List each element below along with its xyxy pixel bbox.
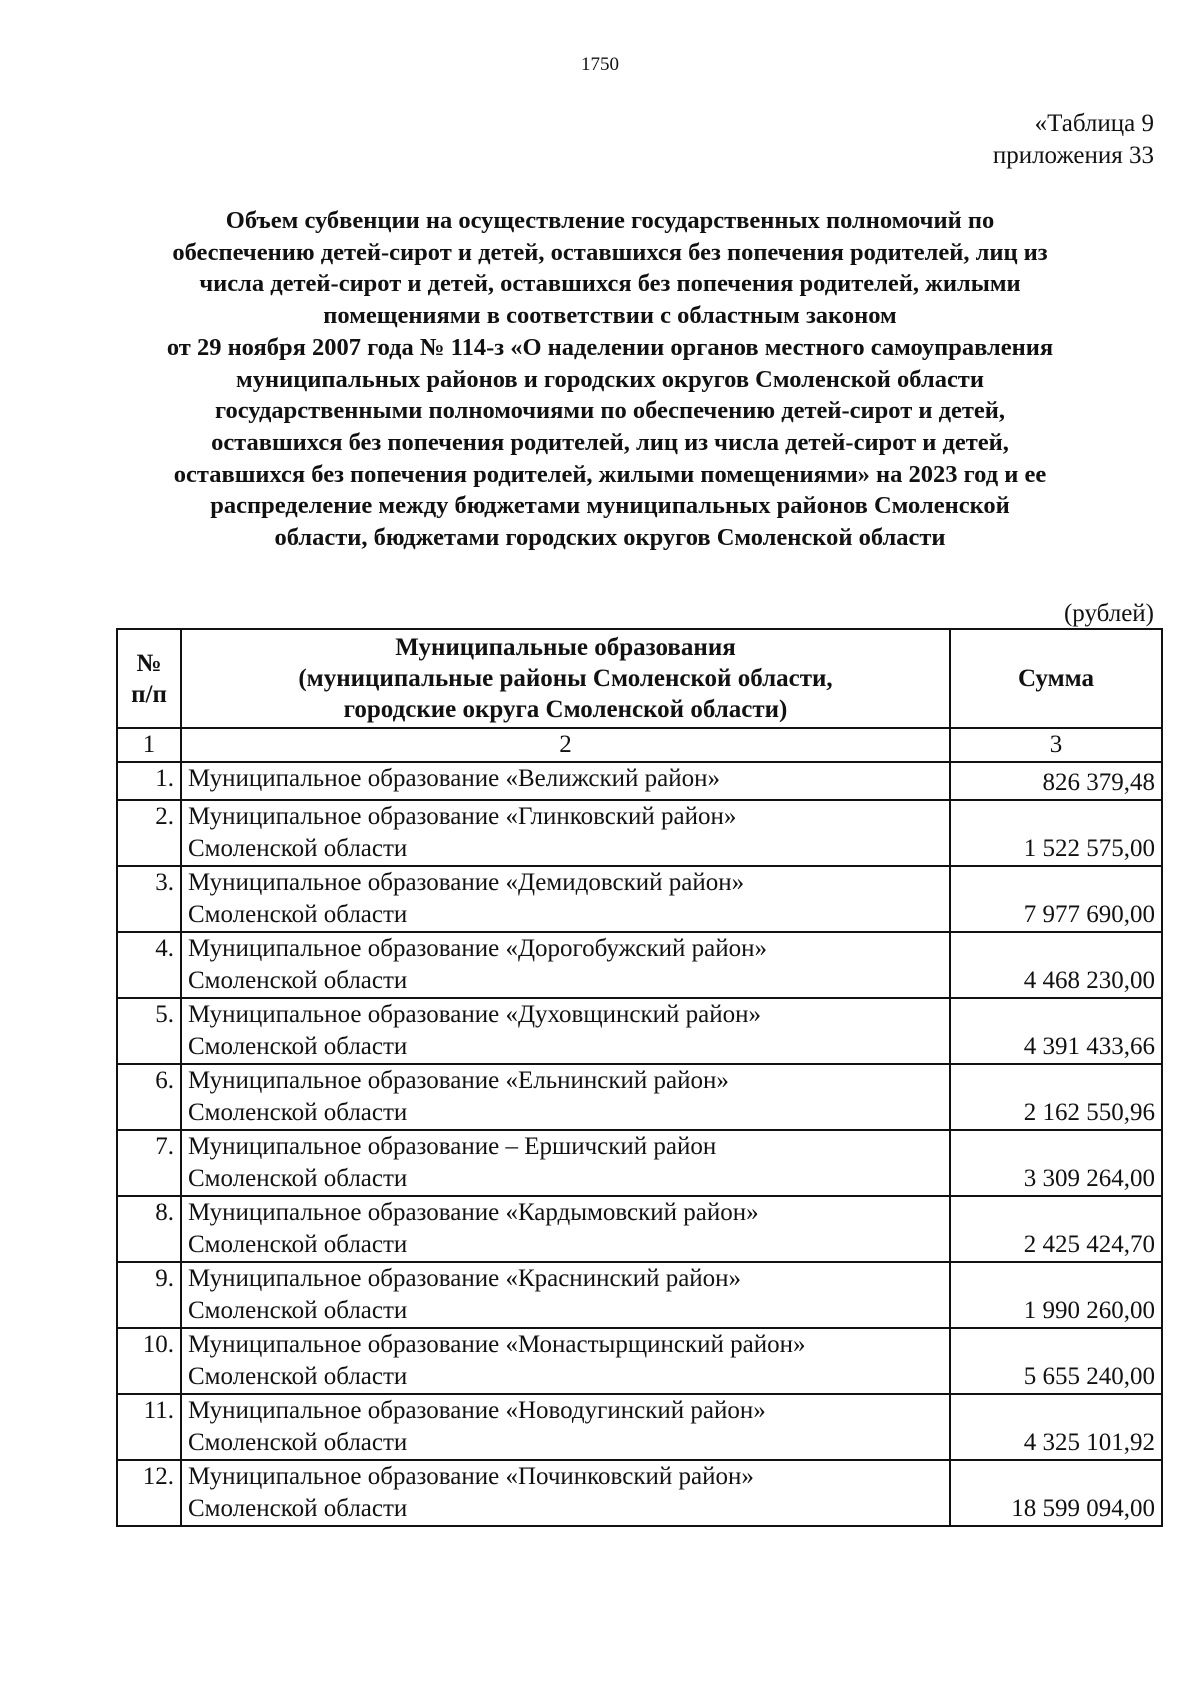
column-index: 3 (950, 728, 1162, 762)
row-sum: 2 162 550,96 (950, 1064, 1162, 1130)
header-number-line-2: п/п (131, 680, 167, 708)
title-line: помещениями в соответствии с областным законом (323, 302, 897, 330)
row-sum: 3 309 264,00 (950, 1130, 1162, 1196)
municipality-name (181, 998, 950, 1064)
table-row (117, 762, 1162, 800)
title-line: обеспечению детей-сирот и детей, оставшихся без попечения родителей, лиц из (172, 238, 1048, 266)
title-line: оставшихся без попечения родителей, жилыми помещениями» на 2023 год и ее (173, 460, 1047, 488)
row-number: 5. (117, 998, 181, 1064)
header-municipality-line-1: Муниципальные образования (395, 634, 736, 661)
municipality-name: Муниципальное образование «Велижский район» (181, 762, 950, 800)
municipality-name-line-2: Смоленской области (188, 1495, 408, 1522)
municipality-name (181, 866, 950, 932)
table-row (117, 932, 1162, 998)
table-ref-line-1: «Таблица 9 (1034, 110, 1154, 137)
page-number: 1750 (581, 54, 619, 75)
header-municipality-line-3: городские округа Смоленской области) (343, 696, 788, 723)
municipality-name-line-1: Муниципальное образование «Глинковский район» (188, 803, 737, 830)
municipality-name-line-1: Муниципальное образование «Духовщинский район» (188, 1001, 761, 1028)
header-sum: Сумма (950, 629, 1162, 728)
table-row (117, 1130, 1162, 1196)
municipality-name-line-1: Муниципальное образование «Демидовский район» (188, 869, 745, 896)
table-reference (993, 108, 1154, 172)
row-sum: 4 468 230,00 (950, 932, 1162, 998)
unit-label: (рублей) (1063, 600, 1154, 627)
row-number: 11. (117, 1394, 181, 1460)
title-line: распределение между бюджетами муниципальных районов Смоленской (210, 492, 1010, 520)
row-number: 4. (117, 932, 181, 998)
municipality-name-line-1: Муниципальное образование «Починковский район» (188, 1463, 754, 1490)
column-index: 2 (181, 728, 950, 762)
municipality-name-line-2: Смоленской области (188, 901, 408, 928)
municipality-name-line-2: Смоленской области (188, 1231, 408, 1258)
header-number-line-1: № (136, 649, 162, 677)
row-sum: 1 990 260,00 (950, 1262, 1162, 1328)
title-line: от 29 ноября 2007 года № 114-з «О наделении органов местного самоуправления (166, 333, 1054, 361)
table-row (117, 1262, 1162, 1328)
row-number: 1. (117, 762, 181, 800)
row-number: 8. (117, 1196, 181, 1262)
column-index-row (117, 728, 1162, 762)
table-row (117, 998, 1162, 1064)
municipality-name-line-2: Смоленской области (188, 1363, 408, 1390)
row-sum: 5 655 240,00 (950, 1328, 1162, 1394)
row-sum: 826 379,48 (950, 762, 1162, 800)
row-number: 9. (117, 1262, 181, 1328)
municipality-name (181, 932, 950, 998)
title-line: области, бюджетами городских округов Смоленской области (274, 524, 946, 552)
municipality-name (181, 1130, 950, 1196)
row-number: 2. (117, 800, 181, 866)
municipality-name (181, 1262, 950, 1328)
row-sum: 4 325 101,92 (950, 1394, 1162, 1460)
table-row (117, 800, 1162, 866)
header-number (117, 629, 181, 728)
table-header-row (117, 629, 1162, 728)
title-line: Объем субвенции на осуществление государственных полномочий по (225, 207, 995, 234)
municipality-name-line-1: Муниципальное образование «Кардымовский район» (188, 1199, 759, 1226)
municipality-name-line-2: Смоленской области (188, 1033, 408, 1060)
municipality-name-line-2: Смоленской области (188, 1297, 408, 1324)
table-row (117, 866, 1162, 932)
table-row (117, 1064, 1162, 1130)
table-row (117, 1328, 1162, 1394)
municipality-name (181, 1328, 950, 1394)
row-sum: 2 425 424,70 (950, 1196, 1162, 1262)
table-ref-line-2: приложения 33 (992, 142, 1154, 169)
document-title (110, 205, 1110, 554)
column-index: 1 (117, 728, 181, 762)
header-municipality-line-2: (муниципальные районы Смоленской области, (298, 665, 833, 692)
row-number: 3. (117, 866, 181, 932)
municipality-name-line-1: Муниципальное образование «Ельнинский район» (188, 1067, 729, 1094)
row-sum: 7 977 690,00 (950, 866, 1162, 932)
row-number: 7. (117, 1130, 181, 1196)
title-line: муниципальных районов и городских округов Смоленской области (236, 365, 984, 393)
subvention-table (116, 628, 1163, 1527)
municipality-name (181, 1460, 950, 1526)
municipality-name-line-2: Смоленской области (188, 967, 408, 994)
row-number: 6. (117, 1064, 181, 1130)
municipality-name-line-1: Муниципальное образование «Дорогобужский район» (188, 935, 767, 962)
municipality-name-line-2: Смоленской области (188, 1165, 408, 1192)
row-sum: 4 391 433,66 (950, 998, 1162, 1064)
municipality-name-line-1: Муниципальное образование «Новодугинский район» (188, 1397, 766, 1424)
title-line: оставшихся без попечения родителей, лиц из числа детей-сирот и детей, (211, 428, 1009, 456)
municipality-name-line-2: Смоленской области (188, 1429, 408, 1456)
municipality-name-line-1: Муниципальное образование «Краснинский район» (188, 1265, 742, 1292)
municipality-name-line-1: Муниципальное образование – Ершичский район (188, 1133, 717, 1160)
row-sum: 18 599 094,00 (950, 1460, 1162, 1526)
municipality-name (181, 1196, 950, 1262)
row-sum: 1 522 575,00 (950, 800, 1162, 866)
table-row (117, 1460, 1162, 1526)
municipality-name (181, 1394, 950, 1460)
row-number: 12. (117, 1460, 181, 1526)
municipality-name (181, 800, 950, 866)
title-line: числа детей-сирот и детей, оставшихся без попечения родителей, жилыми (199, 270, 1021, 298)
municipality-name-line-1: Муниципальное образование «Монастырщинский район» (188, 1331, 806, 1358)
title-line: государственными полномочиями по обеспечению детей-сирот и детей, (214, 397, 1006, 425)
municipality-name (181, 1064, 950, 1130)
row-number: 10. (117, 1328, 181, 1394)
table-row (117, 1196, 1162, 1262)
table-row (117, 1394, 1162, 1460)
municipality-name-line-2: Смоленской области (188, 835, 408, 862)
header-municipality (181, 629, 950, 728)
municipality-name-line-2: Смоленской области (188, 1099, 408, 1126)
